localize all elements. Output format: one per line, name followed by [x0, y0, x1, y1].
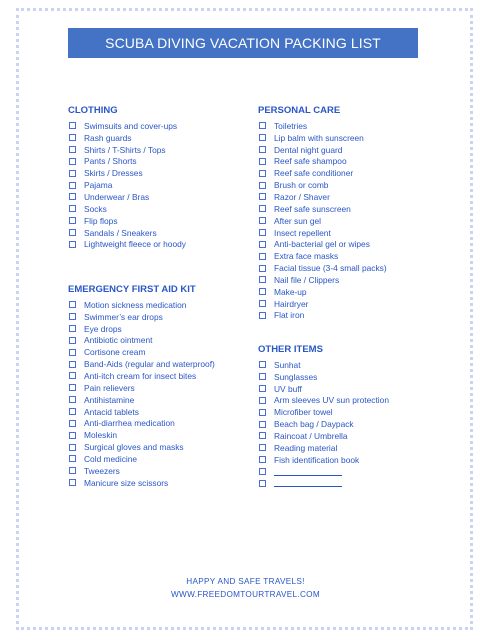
- checklist-item: [68, 335, 215, 347]
- checklist-item: [258, 310, 387, 322]
- checklist-item: [258, 454, 389, 466]
- page-title: [68, 28, 418, 58]
- checkbox[interactable]: [259, 373, 266, 380]
- checklist-item: [258, 191, 387, 203]
- checkbox[interactable]: [69, 122, 76, 129]
- checklist-item-label: Flip flops: [84, 215, 118, 226]
- checkbox[interactable]: [259, 432, 266, 439]
- checklist-item-label: Sandals / Sneakers: [84, 227, 157, 238]
- checklist-item-label: Lip balm with sunscreen: [274, 132, 364, 143]
- checklist-item-label: Surgical gloves and masks: [84, 442, 184, 453]
- checklist-item-label: Antacid tablets: [84, 406, 139, 417]
- checkbox[interactable]: [259, 276, 266, 283]
- checklist-item-label: Beach bag / Daypack: [274, 419, 354, 430]
- checkbox[interactable]: [69, 217, 76, 224]
- checklist-item: [258, 238, 387, 250]
- checklist-item-label: Manicure size scissors: [84, 477, 169, 488]
- checklist-item: [258, 120, 387, 132]
- checkbox[interactable]: [259, 134, 266, 141]
- checklist-item-label: Moleskin: [84, 430, 118, 441]
- checklist-item: [258, 430, 389, 442]
- checklist-item-label: Shirts / T-Shirts / Tops: [84, 144, 166, 155]
- checkbox[interactable]: [259, 361, 266, 368]
- checklist-item: [258, 383, 389, 395]
- checkbox[interactable]: [69, 205, 76, 212]
- checkbox[interactable]: [69, 361, 76, 368]
- checklist-item-label: Pants / Shorts: [84, 156, 137, 167]
- checklist-item-label: Raincoat / Umbrella: [274, 430, 348, 441]
- section-heading-other-items: OTHER ITEMS: [258, 344, 323, 355]
- checklist-item: [68, 441, 215, 453]
- checklist-item: [258, 179, 387, 191]
- checkbox[interactable]: [259, 312, 266, 319]
- checklist-item-label: Lightweight fleece or hoody: [84, 239, 186, 250]
- section-other-items: [258, 343, 389, 489]
- checkbox[interactable]: [69, 134, 76, 141]
- checklist-item: [68, 156, 186, 168]
- checkbox[interactable]: [259, 480, 266, 487]
- checklist-item-label: Microfiber towel: [274, 407, 333, 418]
- checklist-item: [68, 382, 215, 394]
- checklist-item-label: Anti-diarrhea medication: [84, 418, 175, 429]
- checklist-item: [68, 406, 215, 418]
- checkbox[interactable]: [69, 158, 76, 165]
- checkbox[interactable]: [259, 288, 266, 295]
- checklist-item-label: Insect repellent: [274, 227, 331, 238]
- checkbox[interactable]: [259, 409, 266, 416]
- checkbox[interactable]: [69, 432, 76, 439]
- checklist-item: [68, 417, 215, 429]
- checkbox[interactable]: [259, 421, 266, 428]
- checkbox[interactable]: [69, 444, 76, 451]
- checkbox[interactable]: [69, 325, 76, 332]
- checklist-item-label: After sun gel: [274, 215, 322, 226]
- checklist-item-label: Extra face masks: [274, 251, 339, 262]
- checkbox[interactable]: [259, 170, 266, 177]
- checklist-item: [258, 274, 387, 286]
- checklist-item: [258, 371, 389, 383]
- checklist-item-label: Toiletries: [274, 120, 308, 131]
- checklist-item: [68, 358, 215, 370]
- checklist-item: [258, 167, 387, 179]
- checkbox[interactable]: [69, 170, 76, 177]
- checklist-item: [68, 132, 186, 144]
- checkbox[interactable]: [259, 122, 266, 129]
- checkbox[interactable]: [259, 444, 266, 451]
- checklist-item: [68, 477, 215, 489]
- checkbox[interactable]: [69, 182, 76, 189]
- checkbox[interactable]: [259, 217, 266, 224]
- checklist-item: [258, 203, 387, 215]
- checklist-item-label: Anti-itch cream for insect bites: [84, 370, 197, 381]
- checklist-item-label: Arm sleeves UV sun protection: [274, 395, 389, 406]
- checklist-item: [68, 120, 186, 132]
- checklist-item: [68, 144, 186, 156]
- checklist-item: [258, 250, 387, 262]
- checkbox[interactable]: [259, 253, 266, 260]
- checklist-item-label: Pain relievers: [84, 382, 135, 393]
- checkbox[interactable]: [69, 349, 76, 356]
- checklist-item: [68, 238, 186, 250]
- checkbox[interactable]: [259, 468, 266, 475]
- checklist-item: [68, 370, 215, 382]
- checklist-item-label: Reading material: [274, 442, 338, 453]
- checklist-item-label: Antihistamine: [84, 394, 135, 405]
- checklist-item: [258, 442, 389, 454]
- checkbox[interactable]: [259, 456, 266, 463]
- checklist-item-label: Razor / Shaver: [274, 191, 330, 202]
- checklist-other-items: [258, 359, 389, 489]
- section-heading-personal-care: PERSONAL CARE: [258, 105, 341, 116]
- page-title-text: SCUBA DIVING VACATION PACKING LIST: [105, 35, 381, 51]
- checklist-item: [68, 191, 186, 203]
- checklist-item-label: Anti-bacterial gel or wipes: [274, 239, 370, 250]
- write-in-line[interactable]: [274, 479, 342, 487]
- checklist-item-label: Eye drops: [84, 323, 122, 334]
- checklist-personal-care: [258, 120, 387, 321]
- checklist-item: [258, 262, 387, 274]
- checklist-item: [68, 179, 186, 191]
- checklist-item-label: UV buff: [274, 383, 302, 394]
- checklist-item: [68, 394, 215, 406]
- checklist-item-label: Reef safe conditioner: [274, 168, 354, 179]
- checkbox[interactable]: [259, 397, 266, 404]
- checklist-item: [68, 227, 186, 239]
- checklist-item: [68, 323, 215, 335]
- checklist-item-label: Sunhat: [274, 359, 301, 370]
- checklist-item: [258, 406, 389, 418]
- checklist-item: [258, 298, 387, 310]
- checklist-item-label: Band-Aids (regular and waterproof): [84, 359, 215, 370]
- checkbox[interactable]: [69, 467, 76, 474]
- checkbox[interactable]: [69, 337, 76, 344]
- checklist-item-label: Swimsuits and cover-ups: [84, 120, 178, 131]
- checklist-item: [258, 227, 387, 239]
- checklist-item: [258, 144, 387, 156]
- checklist-item-label: Reef safe shampoo: [274, 156, 347, 167]
- checkbox[interactable]: [69, 408, 76, 415]
- checklist-item-blank: [258, 477, 389, 489]
- checklist-item-label: Tweezers: [84, 465, 120, 476]
- checklist-item: [68, 167, 186, 179]
- checklist-item: [68, 465, 215, 477]
- section-heading-clothing: CLOTHING: [68, 105, 118, 116]
- checklist-item: [68, 346, 215, 358]
- checkbox[interactable]: [69, 396, 76, 403]
- checkbox[interactable]: [259, 182, 266, 189]
- section-first-aid: [68, 283, 215, 489]
- section-heading-first-aid: EMERGENCY FIRST AID KIT: [68, 284, 196, 295]
- checklist-item: [68, 299, 215, 311]
- checklist-item-label: Swimmer’s ear drops: [84, 311, 163, 322]
- checklist-clothing: [68, 120, 186, 250]
- checklist-item: [68, 203, 186, 215]
- checklist-item-label: Antibiotic ointment: [84, 335, 153, 346]
- checkbox[interactable]: [69, 384, 76, 391]
- checklist-item-label: Dental night guard: [274, 144, 343, 155]
- footer-website[interactable]: WWW.FREEDOMTOURTRAVEL.COM: [171, 590, 320, 599]
- checkbox[interactable]: [69, 193, 76, 200]
- checklist-item-label: Cortisone cream: [84, 347, 146, 358]
- checklist-item-label: Rash guards: [84, 132, 132, 143]
- checkbox[interactable]: [259, 229, 266, 236]
- checklist-item: [258, 132, 387, 144]
- checkbox[interactable]: [69, 146, 76, 153]
- checklist-item-label: Brush or comb: [274, 180, 329, 191]
- checklist-item-label: Socks: [84, 203, 107, 214]
- checklist-item-label: Underwear / Bras: [84, 191, 150, 202]
- checklist-item-label: Hairdryer: [274, 298, 309, 309]
- checklist-item-label: Cold medicine: [84, 453, 138, 464]
- checkbox[interactable]: [69, 313, 76, 320]
- checklist-item-blank: [258, 466, 389, 478]
- checklist-item-label: Motion sickness medication: [84, 299, 187, 310]
- checkbox[interactable]: [259, 300, 266, 307]
- checkbox[interactable]: [259, 193, 266, 200]
- checklist-item-label: Fish identification book: [274, 454, 360, 465]
- checklist-item: [258, 395, 389, 407]
- checkbox[interactable]: [69, 229, 76, 236]
- checkbox[interactable]: [259, 385, 266, 392]
- checkbox[interactable]: [259, 265, 266, 272]
- checkbox[interactable]: [259, 146, 266, 153]
- checklist-item: [258, 359, 389, 371]
- checkbox[interactable]: [259, 241, 266, 248]
- checklist-item-label: Facial tissue (3-4 small packs): [274, 263, 387, 274]
- checkbox[interactable]: [69, 241, 76, 248]
- checklist-item: [68, 311, 215, 323]
- checkbox[interactable]: [259, 205, 266, 212]
- checklist-first-aid: [68, 299, 215, 489]
- checklist-item: [68, 453, 215, 465]
- checklist-item: [258, 156, 387, 168]
- checklist-item: [258, 286, 387, 298]
- checkbox[interactable]: [69, 455, 76, 462]
- checklist-item: [258, 215, 387, 227]
- checklist-item-label: Make-up: [274, 286, 307, 297]
- checklist-item-label: Pajama: [84, 180, 113, 191]
- checkbox[interactable]: [69, 372, 76, 379]
- checklist-item-label: Sunglasses: [274, 371, 318, 382]
- checklist-item: [68, 429, 215, 441]
- section-clothing: [68, 104, 186, 250]
- write-in-line[interactable]: [274, 468, 342, 476]
- checklist-item: [68, 215, 186, 227]
- checklist-item-label: Nail file / Clippers: [274, 274, 340, 285]
- checklist-item-label: Skirts / Dresses: [84, 168, 143, 179]
- checklist-item-label: Reef safe sunscreen: [274, 203, 351, 214]
- checkbox[interactable]: [69, 420, 76, 427]
- checkbox[interactable]: [69, 479, 76, 486]
- checklist-item-label: Flat iron: [274, 310, 305, 321]
- footer-message: HAPPY AND SAFE TRAVELS!: [186, 577, 305, 586]
- checklist-item: [258, 418, 389, 430]
- checkbox[interactable]: [259, 158, 266, 165]
- section-personal-care: [258, 104, 387, 321]
- checkbox[interactable]: [69, 301, 76, 308]
